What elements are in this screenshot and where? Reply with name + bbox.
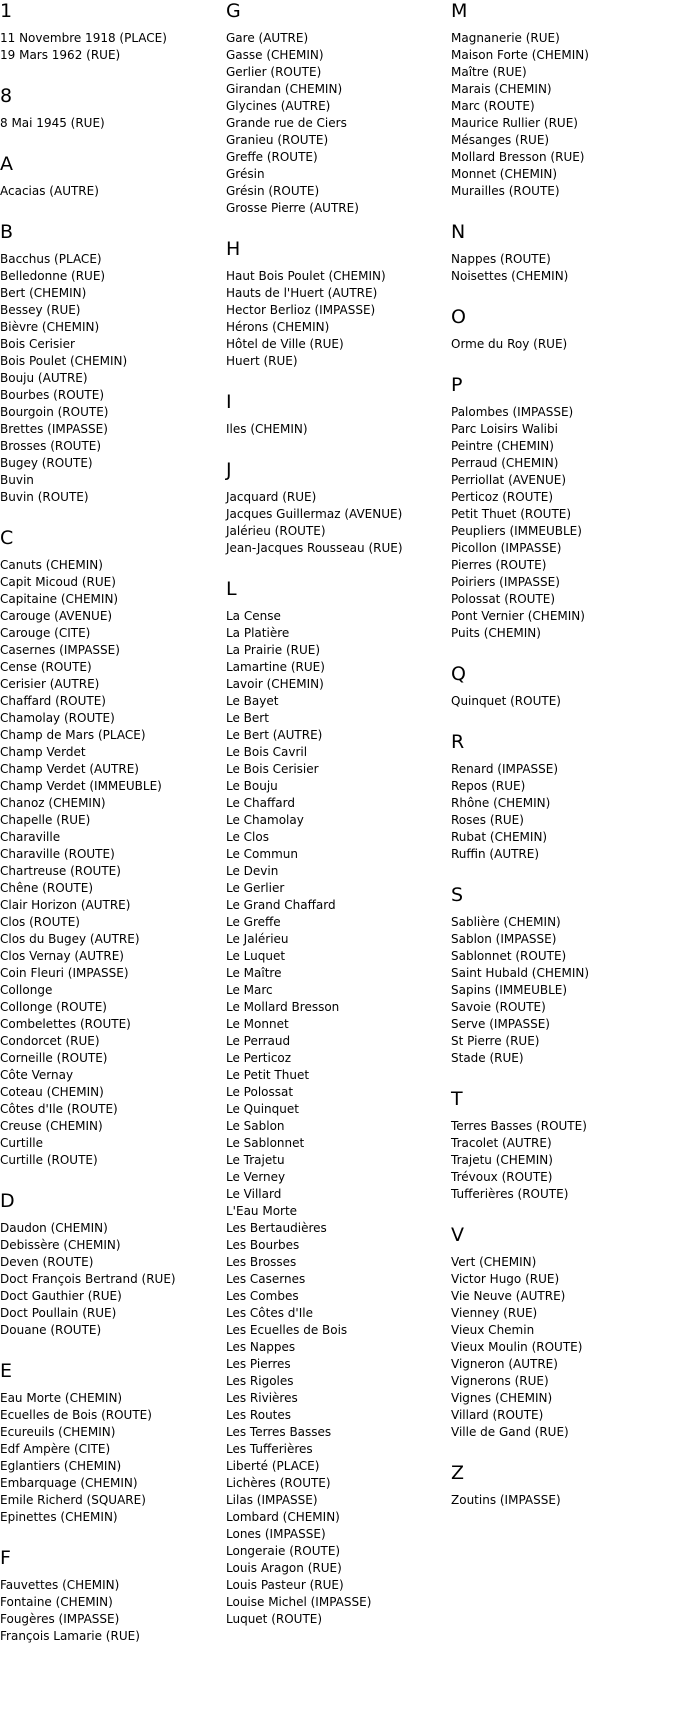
street-entry: Le Jalérieu (226, 932, 289, 946)
index-section (451, 221, 675, 285)
street-entry: Debissère (CHEMIN) (0, 1238, 121, 1252)
street-entry: Tufferières (ROUTE) (451, 1187, 569, 1201)
street-list (0, 115, 215, 132)
street-entry: Cerisier (AUTRE) (0, 677, 100, 691)
street-list (451, 1118, 675, 1203)
street-entry: Eglantiers (CHEMIN) (0, 1459, 122, 1473)
street-entry: Vieux Chemin (451, 1323, 535, 1337)
street-entry: Les Brosses (226, 1255, 297, 1269)
section-letter: R (451, 731, 465, 753)
street-entry: Les Bourbes (226, 1238, 300, 1252)
street-entry: Capitaine (CHEMIN) (0, 592, 119, 606)
street-list (0, 183, 215, 200)
street-entry: Le Bouju (226, 779, 278, 793)
street-entry: La Platière (226, 626, 290, 640)
street-entry: Epinettes (CHEMIN) (0, 1510, 118, 1524)
street-entry: Le Devin (226, 864, 279, 878)
street-entry: 8 Mai 1945 (RUE) (0, 116, 105, 130)
street-entry: Greffe (ROUTE) (226, 150, 318, 164)
street-entry: Doct François Bertrand (RUE) (0, 1272, 176, 1286)
street-entry: Quinquet (ROUTE) (451, 694, 561, 708)
street-list (451, 914, 675, 1067)
street-entry: Savoie (ROUTE) (451, 1000, 546, 1014)
street-entry: Bouju (AUTRE) (0, 371, 88, 385)
street-entry: Le Luquet (226, 949, 286, 963)
street-entry: Rhône (CHEMIN) (451, 796, 551, 810)
street-entry: Le Monnet (226, 1017, 289, 1031)
street-entry: Trajetu (CHEMIN) (451, 1153, 553, 1167)
street-entry: Ville de Gand (RUE) (451, 1425, 569, 1439)
street-entry: Condorcet (RUE) (0, 1034, 100, 1048)
section-letter: 1 (0, 0, 13, 22)
street-list (0, 251, 215, 506)
street-entry: Sablon (IMPASSE) (451, 932, 557, 946)
section-letter: L (226, 578, 237, 600)
section-letter: H (226, 238, 241, 260)
street-entry: Clos du Bugey (AUTRE) (0, 932, 140, 946)
street-entry: Doct Gauthier (RUE) (0, 1289, 122, 1303)
street-entry: Vigneron (AUTRE) (451, 1357, 558, 1371)
street-entry: Orme du Roy (RUE) (451, 337, 568, 351)
street-entry: Girandan (CHEMIN) (226, 82, 343, 96)
street-entry: Edf Ampère (CITE) (0, 1442, 111, 1456)
street-entry: Le Mollard Bresson (226, 1000, 340, 1014)
street-entry: Mésanges (RUE) (451, 133, 550, 147)
street-entry: Rubat (CHEMIN) (451, 830, 548, 844)
section-letter: T (451, 1088, 463, 1110)
street-entry: Villard (ROUTE) (451, 1408, 544, 1422)
street-entry: Le Polossat (226, 1085, 294, 1099)
street-entry: Hauts de l'Huert (AUTRE) (226, 286, 378, 300)
street-entry: Tracolet (AUTRE) (451, 1136, 552, 1150)
index-section (226, 391, 441, 438)
street-entry: Le Trajetu (226, 1153, 285, 1167)
street-entry: Canuts (CHEMIN) (0, 558, 103, 572)
street-entry: Charaville (ROUTE) (0, 847, 115, 861)
section-letter: O (451, 306, 466, 328)
street-entry: Liberté (PLACE) (226, 1459, 320, 1473)
street-entry: Longeraie (ROUTE) (226, 1544, 341, 1558)
street-list (0, 1220, 215, 1339)
street-entry: Trévoux (ROUTE) (451, 1170, 553, 1184)
street-entry: Les Rivières (226, 1391, 298, 1405)
street-entry: Le Sablon (226, 1119, 285, 1133)
street-entry: Bois Poulet (CHEMIN) (0, 354, 128, 368)
street-entry: Hector Berlioz (IMPASSE) (226, 303, 376, 317)
index-section (451, 374, 675, 642)
street-entry: Ecuelles de Bois (ROUTE) (0, 1408, 152, 1422)
street-entry: Chapelle (RUE) (0, 813, 91, 827)
index-section (0, 527, 215, 1169)
section-letter: P (451, 374, 463, 396)
street-entry: Nappes (ROUTE) (451, 252, 551, 266)
street-entry: Les Rigoles (226, 1374, 294, 1388)
street-entry: Peupliers (IMMEUBLE) (451, 524, 582, 538)
street-entry: Le Bert (AUTRE) (226, 728, 323, 742)
street-entry: Brosses (ROUTE) (0, 439, 102, 453)
street-entry: Maître (RUE) (451, 65, 527, 79)
index-section (226, 238, 441, 370)
index-section (451, 1088, 675, 1203)
street-entry: Perticoz (ROUTE) (451, 490, 554, 504)
street-entry: Murailles (ROUTE) (451, 184, 560, 198)
street-list (226, 268, 441, 370)
street-list (451, 336, 675, 353)
street-entry: Sablonnet (ROUTE) (451, 949, 567, 963)
street-entry: Bourgoin (ROUTE) (0, 405, 109, 419)
section-letter: Q (451, 663, 466, 685)
street-entry: Jalérieu (ROUTE) (226, 524, 326, 538)
street-entry: Vienney (RUE) (451, 1306, 538, 1320)
street-entry: Le Marc (226, 983, 273, 997)
street-entry: Stade (RUE) (451, 1051, 524, 1065)
section-letter: E (0, 1360, 13, 1382)
street-entry: Corneille (ROUTE) (0, 1051, 108, 1065)
street-entry: Emile Richerd (SQUARE) (0, 1493, 146, 1507)
street-list (0, 557, 215, 1169)
street-list (451, 1492, 675, 1509)
index-column-1 (0, 0, 215, 1645)
street-entry: Chaffard (ROUTE) (0, 694, 106, 708)
index-section (0, 221, 215, 506)
street-list (226, 30, 441, 217)
street-entry: Brettes (IMPASSE) (0, 422, 108, 436)
street-entry: Les Casernes (226, 1272, 306, 1286)
street-entry: Capit Micoud (RUE) (0, 575, 116, 589)
street-list (451, 30, 675, 200)
street-entry: Collonge (0, 983, 53, 997)
street-entry: Le Grand Chaffard (226, 898, 336, 912)
street-entry: Sablière (CHEMIN) (451, 915, 561, 929)
street-entry: Chartreuse (ROUTE) (0, 864, 121, 878)
street-entry: Curtille (ROUTE) (0, 1153, 98, 1167)
street-entry: Coteau (CHEMIN) (0, 1085, 104, 1099)
street-entry: Le Bois Cavril (226, 745, 308, 759)
street-entry: Vignes (CHEMIN) (451, 1391, 553, 1405)
street-entry: Vieux Moulin (ROUTE) (451, 1340, 583, 1354)
street-entry: Les Tufferières (226, 1442, 313, 1456)
street-entry: Pont Vernier (CHEMIN) (451, 609, 585, 623)
street-entry: Collonge (ROUTE) (0, 1000, 107, 1014)
street-entry: Vignerons (RUE) (451, 1374, 549, 1388)
street-entry: Daudon (CHEMIN) (0, 1221, 108, 1235)
street-entry: Puits (CHEMIN) (451, 626, 541, 640)
street-entry: Combelettes (ROUTE) (0, 1017, 131, 1031)
street-entry: Vie Neuve (AUTRE) (451, 1289, 566, 1303)
street-entry: Grosse Pierre (AUTRE) (226, 201, 359, 215)
index-section (451, 884, 675, 1067)
section-letter: C (0, 527, 14, 549)
street-entry: Maurice Rullier (RUE) (451, 116, 578, 130)
street-entry: Maison Forte (CHEMIN) (451, 48, 589, 62)
index-section (0, 85, 215, 132)
index-section (451, 1224, 675, 1441)
street-entry: Ruffin (AUTRE) (451, 847, 540, 861)
street-entry: Les Routes (226, 1408, 292, 1422)
street-entry: Renard (IMPASSE) (451, 762, 559, 776)
street-entry: Louis Pasteur (RUE) (226, 1578, 344, 1592)
section-letter: M (451, 0, 468, 22)
street-entry: Palombes (IMPASSE) (451, 405, 574, 419)
street-entry: Marc (ROUTE) (451, 99, 535, 113)
street-entry: Casernes (IMPASSE) (0, 643, 120, 657)
street-entry: Clos Vernay (AUTRE) (0, 949, 124, 963)
street-entry: Gerlier (ROUTE) (226, 65, 322, 79)
street-entry: Sapins (IMMEUBLE) (451, 983, 568, 997)
street-entry: Les Nappes (226, 1340, 296, 1354)
street-entry: Luquet (ROUTE) (226, 1612, 323, 1626)
section-letter: B (0, 221, 14, 243)
section-letter: A (0, 153, 13, 175)
index-column-2 (226, 0, 441, 1628)
street-entry: 19 Mars 1962 (RUE) (0, 48, 121, 62)
street-entry: Lones (IMPASSE) (226, 1527, 326, 1541)
street-entry: Bugey (ROUTE) (0, 456, 93, 470)
street-entry: Clos (ROUTE) (0, 915, 80, 929)
street-entry: Champ de Mars (PLACE) (0, 728, 146, 742)
street-entry: Clair Horizon (AUTRE) (0, 898, 131, 912)
street-entry: Lilas (IMPASSE) (226, 1493, 318, 1507)
street-entry: Terres Basses (ROUTE) (451, 1119, 587, 1133)
street-entry: Deven (ROUTE) (0, 1255, 94, 1269)
index-section (226, 578, 441, 1628)
street-entry: Gasse (CHEMIN) (226, 48, 324, 62)
street-entry: Bert (CHEMIN) (0, 286, 87, 300)
street-entry: Le Perticoz (226, 1051, 292, 1065)
street-entry: L'Eau Morte (226, 1204, 298, 1218)
street-list (226, 421, 441, 438)
street-entry: Le Chaffard (226, 796, 295, 810)
street-entry: Les Pierres (226, 1357, 291, 1371)
street-entry: Iles (CHEMIN) (226, 422, 308, 436)
street-entry: Grésin (226, 167, 265, 181)
section-letter: V (451, 1224, 464, 1246)
street-list (451, 761, 675, 863)
street-list (0, 30, 215, 64)
street-entry: Roses (RUE) (451, 813, 524, 827)
street-entry: Le Perraud (226, 1034, 291, 1048)
street-entry: Perriollat (AVENUE) (451, 473, 567, 487)
street-entry: Repos (RUE) (451, 779, 526, 793)
street-entry: Bessey (RUE) (0, 303, 81, 317)
index-section (451, 731, 675, 863)
street-entry: Buvin (ROUTE) (0, 490, 89, 504)
street-entry: Les Côtes d'Ile (226, 1306, 313, 1320)
street-entry: Fontaine (CHEMIN) (0, 1595, 113, 1609)
street-entry: Cense (ROUTE) (0, 660, 92, 674)
street-entry: Noisettes (CHEMIN) (451, 269, 569, 283)
street-entry: Grande rue de Ciers (226, 116, 347, 130)
street-entry: Monnet (CHEMIN) (451, 167, 558, 181)
street-entry: Chêne (ROUTE) (0, 881, 94, 895)
street-entry: St Pierre (RUE) (451, 1034, 540, 1048)
index-section (0, 1547, 215, 1645)
street-entry: Ecureuils (CHEMIN) (0, 1425, 116, 1439)
street-entry: Vert (CHEMIN) (451, 1255, 537, 1269)
street-entry: Champ Verdet (IMMEUBLE) (0, 779, 162, 793)
street-entry: Chamolay (ROUTE) (0, 711, 115, 725)
street-entry: Polossat (ROUTE) (451, 592, 556, 606)
street-entry: Carouge (AVENUE) (0, 609, 113, 623)
street-entry: Le Bert (226, 711, 269, 725)
street-entry: Bourbes (ROUTE) (0, 388, 105, 402)
street-entry: Les Bertaudières (226, 1221, 327, 1235)
street-entry: Mollard Bresson (RUE) (451, 150, 585, 164)
street-entry: Fougères (IMPASSE) (0, 1612, 120, 1626)
street-entry: Les Ecuelles de Bois (226, 1323, 348, 1337)
street-list (451, 404, 675, 642)
street-entry: Hérons (CHEMIN) (226, 320, 330, 334)
street-entry: Carouge (CITE) (0, 626, 91, 640)
street-entry: Picollon (IMPASSE) (451, 541, 562, 555)
street-entry: Louise Michel (IMPASSE) (226, 1595, 372, 1609)
street-entry: Jacques Guillermaz (AVENUE) (226, 507, 403, 521)
street-entry: Peintre (CHEMIN) (451, 439, 554, 453)
section-letter: G (226, 0, 241, 22)
section-letter: S (451, 884, 464, 906)
street-entry: Lavoir (CHEMIN) (226, 677, 324, 691)
section-letter: Z (451, 1462, 465, 1484)
street-entry: Le Quinquet (226, 1102, 299, 1116)
street-entry: Belledonne (RUE) (0, 269, 106, 283)
street-entry: Louis Aragon (RUE) (226, 1561, 342, 1575)
street-entry: La Cense (226, 609, 281, 623)
index-section (451, 306, 675, 353)
index-section (451, 0, 675, 200)
street-entry: Saint Hubald (CHEMIN) (451, 966, 590, 980)
street-entry: Le Bois Cerisier (226, 762, 319, 776)
index-section (226, 459, 441, 557)
street-list (0, 1577, 215, 1645)
street-entry: Charaville (0, 830, 61, 844)
street-entry: Coin Fleuri (IMPASSE) (0, 966, 129, 980)
street-entry: Bièvre (CHEMIN) (0, 320, 100, 334)
street-entry: La Prairie (RUE) (226, 643, 321, 657)
street-entry: Poiriers (IMPASSE) (451, 575, 560, 589)
street-entry: Granieu (ROUTE) (226, 133, 329, 147)
street-entry: Côtes d'Ile (ROUTE) (0, 1102, 118, 1116)
street-entry: Le Bayet (226, 694, 279, 708)
street-entry: Le Maître (226, 966, 282, 980)
street-entry: Pierres (ROUTE) (451, 558, 547, 572)
street-entry: Hôtel de Ville (RUE) (226, 337, 344, 351)
street-entry: Eau Morte (CHEMIN) (0, 1391, 123, 1405)
street-entry: Bacchus (PLACE) (0, 252, 102, 266)
section-letter: D (0, 1190, 15, 1212)
section-letter: F (0, 1547, 11, 1569)
street-entry: Perraud (CHEMIN) (451, 456, 559, 470)
street-entry: Grésin (ROUTE) (226, 184, 320, 198)
street-entry: Huert (RUE) (226, 354, 298, 368)
street-list (451, 693, 675, 710)
street-entry: Douane (ROUTE) (0, 1323, 102, 1337)
street-entry: Bois Cerisier (0, 337, 75, 351)
index-section (0, 1190, 215, 1339)
street-entry: 11 Novembre 1918 (PLACE) (0, 31, 167, 45)
index-section (0, 1360, 215, 1526)
index-section (226, 0, 441, 217)
street-entry: Serve (IMPASSE) (451, 1017, 550, 1031)
street-entry: Petit Thuet (ROUTE) (451, 507, 572, 521)
street-list (0, 1390, 215, 1526)
street-entry: Le Commun (226, 847, 298, 861)
street-entry: Fauvettes (CHEMIN) (0, 1578, 120, 1592)
street-entry: Embarquage (CHEMIN) (0, 1476, 138, 1490)
street-entry: Le Gerlier (226, 881, 285, 895)
street-entry: Parc Loisirs Walibi (451, 422, 558, 436)
index-section (0, 153, 215, 200)
street-entry: Champ Verdet (AUTRE) (0, 762, 139, 776)
street-entry: Magnanerie (RUE) (451, 31, 560, 45)
street-entry: Zoutins (IMPASSE) (451, 1493, 561, 1507)
street-entry: Buvin (0, 473, 34, 487)
street-entry: Côte Vernay (0, 1068, 74, 1082)
street-entry: Victor Hugo (RUE) (451, 1272, 560, 1286)
street-entry: François Lamarie (RUE) (0, 1629, 140, 1643)
street-entry: Chanoz (CHEMIN) (0, 796, 106, 810)
street-entry: Lombard (CHEMIN) (226, 1510, 340, 1524)
street-entry: Haut Bois Poulet (CHEMIN) (226, 269, 386, 283)
street-entry: Le Verney (226, 1170, 286, 1184)
street-entry: Le Petit Thuet (226, 1068, 310, 1082)
street-entry: Les Terres Basses (226, 1425, 332, 1439)
street-list (226, 608, 441, 1628)
street-entry: Jean-Jacques Rousseau (RUE) (226, 541, 403, 555)
street-entry: Le Greffe (226, 915, 281, 929)
street-entry: Jacquard (RUE) (226, 490, 317, 504)
street-entry: Le Villard (226, 1187, 282, 1201)
street-entry: Champ Verdet (0, 745, 86, 759)
street-entry: Le Chamolay (226, 813, 304, 827)
section-letter: J (226, 459, 232, 481)
section-letter: N (451, 221, 466, 243)
street-entry: Doct Poullain (RUE) (0, 1306, 117, 1320)
street-entry: Le Clos (226, 830, 269, 844)
index-column-3 (451, 0, 675, 1509)
street-entry: Acacias (AUTRE) (0, 184, 99, 198)
street-entry: Marais (CHEMIN) (451, 82, 552, 96)
street-entry: Le Sablonnet (226, 1136, 305, 1150)
street-list (451, 251, 675, 285)
street-entry: Gare (AUTRE) (226, 31, 309, 45)
street-entry: Glycines (AUTRE) (226, 99, 331, 113)
street-entry: Les Combes (226, 1289, 299, 1303)
street-list (451, 1254, 675, 1441)
street-entry: Lamartine (RUE) (226, 660, 325, 674)
street-entry: Curtille (0, 1136, 44, 1150)
index-section (451, 1462, 675, 1509)
index-section (0, 0, 215, 64)
index-section (451, 663, 675, 710)
street-entry: Lichères (ROUTE) (226, 1476, 331, 1490)
section-letter: I (226, 391, 232, 413)
section-letter: 8 (0, 85, 13, 107)
street-list (226, 489, 441, 557)
street-entry: Creuse (CHEMIN) (0, 1119, 103, 1133)
